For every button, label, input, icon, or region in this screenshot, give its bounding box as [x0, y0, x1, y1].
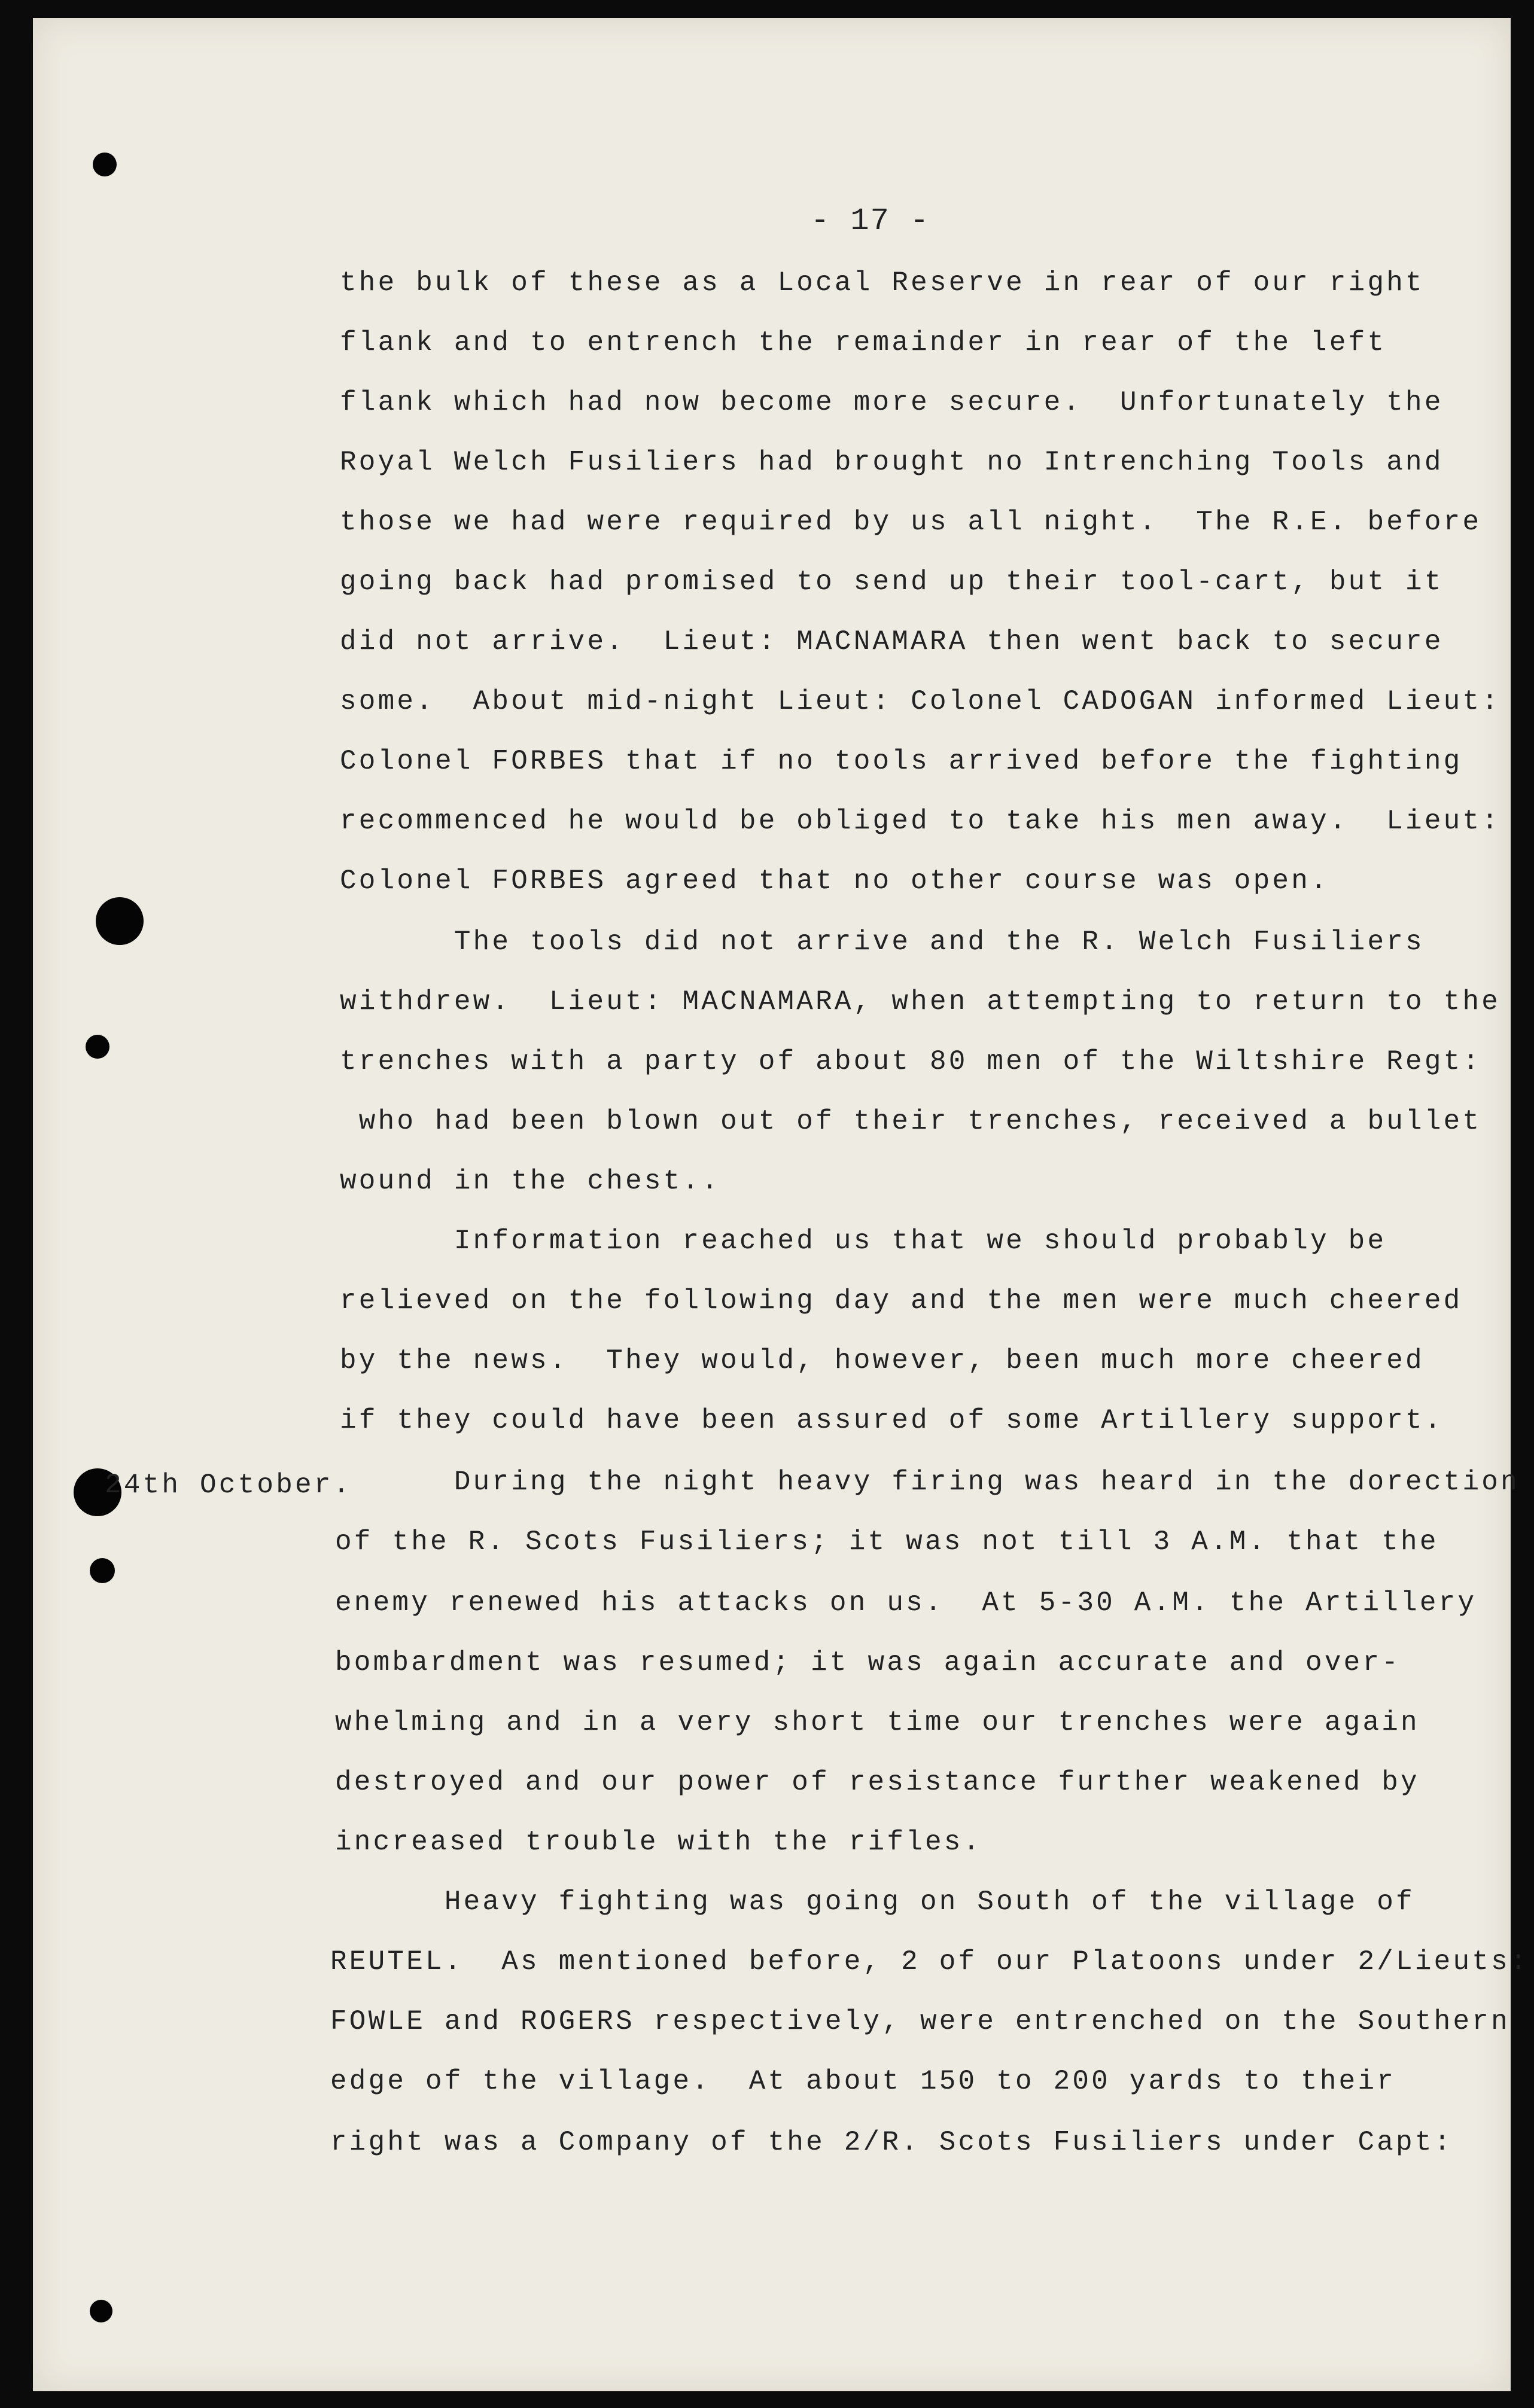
text-line: who had been blown out of their trenches, received a bullet [340, 1106, 1482, 1137]
text-line: right was a Company of the 2/R. Scots Fusiliers under Capt: [330, 2127, 1453, 2158]
text-line: recommenced he would be obliged to take his men away. Lieut: [340, 806, 1501, 837]
text-line: The tools did not arrive and the R. Welch Fusiliers [340, 926, 1425, 958]
text-line: Colonel FORBES agreed that no other course was open. [340, 865, 1329, 897]
text-line: some. About mid-night Lieut: Colonel CADOGAN informed Lieut: [340, 686, 1501, 717]
text-line: Information reached us that we should probably be [340, 1226, 1387, 1257]
text-line: going back had promised to send up their tool-cart, but it [340, 566, 1444, 598]
text-line: by the news. They would, however, been much more cheered [340, 1345, 1425, 1376]
text-line: enemy renewed his attacks on us. At 5-30 A.M. the Artillery [335, 1587, 1477, 1618]
punch-hole [90, 1558, 115, 1583]
page-number: - 17 - [811, 203, 930, 239]
text-line: the bulk of these as a Local Reserve in rear of our right [340, 267, 1425, 298]
text-line: During the night heavy firing was heard in the dorection [340, 1467, 1520, 1498]
text-line: if they could have been assured of some Artillery support. [340, 1405, 1444, 1436]
punch-hole [96, 897, 144, 945]
punch-hole [86, 1035, 109, 1059]
text-line: Heavy fighting was going on South of the village of [330, 1886, 1415, 1918]
text-line: of the R. Scots Fusiliers; it was not till 3 A.M. that the [335, 1526, 1439, 1557]
text-line: edge of the village. At about 150 to 200 yards to their [330, 2066, 1396, 2097]
text-line: relieved on the following day and the men were much cheered [340, 1285, 1463, 1316]
date-margin-note: 24th October. [105, 1470, 352, 1501]
text-line: REUTEL. As mentioned before, 2 of our Platoons under 2/Lieuts: [330, 1946, 1529, 1977]
text-line: wound in the chest.. [340, 1166, 721, 1197]
text-line: whelming and in a very short time our trenches were again [335, 1707, 1420, 1738]
text-line: those we had were required by us all night. The R.E. before [340, 507, 1482, 538]
document-page [33, 18, 1529, 2391]
text-line: destroyed and our power of resistance further weakened by [335, 1767, 1420, 1798]
text-line: increased trouble with the rifles. [335, 1827, 982, 1858]
punch-hole [93, 153, 117, 176]
text-line: Colonel FORBES that if no tools arrived before the fighting [340, 746, 1463, 777]
text-line: flank which had now become more secure. Unfortunately the [340, 387, 1444, 418]
punch-hole [90, 2300, 112, 2322]
text-line: bombardment was resumed; it was again accurate and over- [335, 1647, 1401, 1678]
text-line: withdrew. Lieut: MACNAMARA, when attempting to return to the [340, 986, 1501, 1017]
text-line: trenches with a party of about 80 men of the Wiltshire Regt: [340, 1046, 1482, 1077]
text-line: flank and to entrench the remainder in rear of the left [340, 327, 1387, 358]
text-line: did not arrive. Lieut: MACNAMARA then went back to secure [340, 626, 1444, 657]
text-line: FOWLE and ROGERS respectively, were entrenched on the Southern [330, 2006, 1510, 2037]
text-line: Royal Welch Fusiliers had brought no Intrenching Tools and [340, 447, 1444, 478]
